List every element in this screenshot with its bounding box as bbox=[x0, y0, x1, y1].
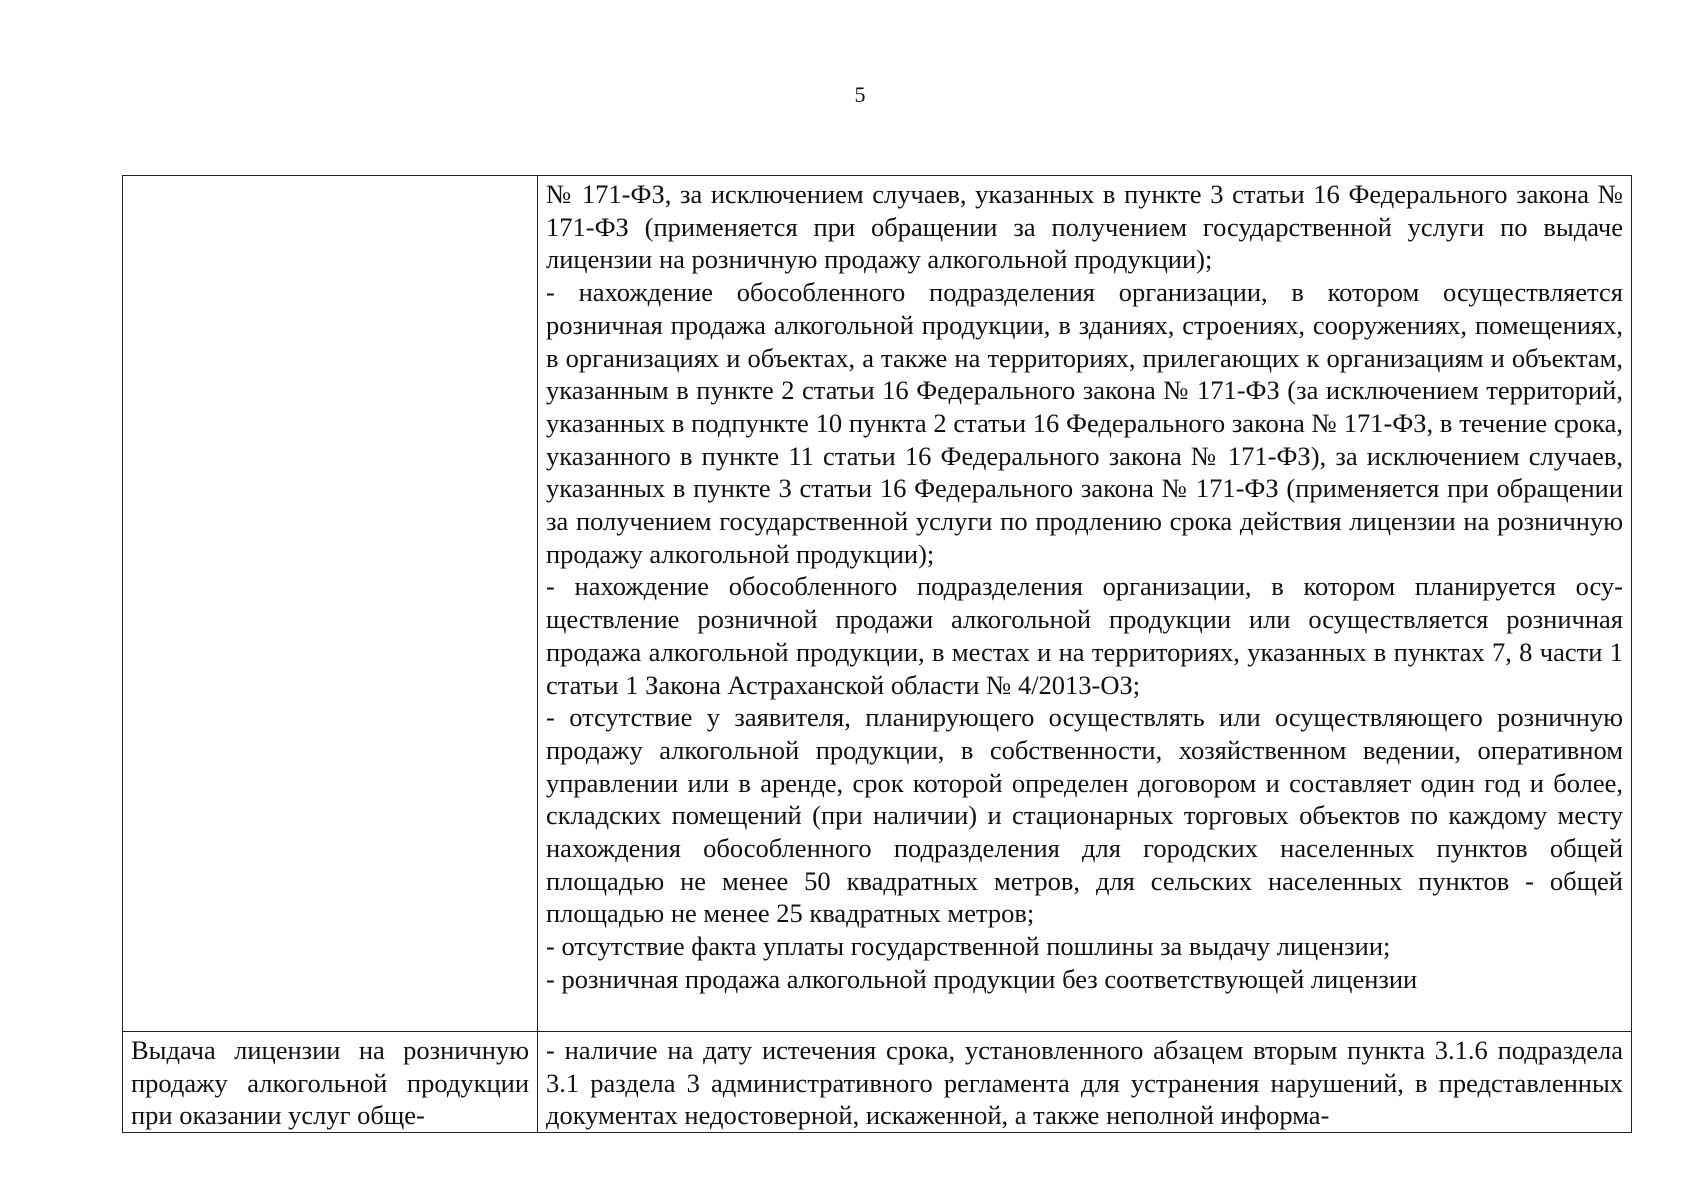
table-cell-service: Выдача лицензии на розничную продажу алкогольной продукции при оказании услуг обще- bbox=[123, 1032, 538, 1133]
paragraph: - нахождение обособленного подразделения организации, в котором осуществляется розничная продажа алкогольной продукции, в зданиях, строениях, сооружениях, помещениях, в организациях и объектах, а также на территориях, прилегающих к организациям и объектам, указанным в пункте 2 статьи 16 Федерального закона № 171-ФЗ (за исключением территорий, указанных в подпункте 10 пункта 2 статьи 16 Федерального закона № 171-ФЗ, в течение срока, указанного в пункте 11 статьи 16 Федерального закона № 171-ФЗ), за исключением случаев, указанных в пункте 3 статьи 16 Федерального закона № 171-ФЗ (применяется при обращении за получением государственной услуги по продлению срока действия лицензии на розничную продажу алкогольной продукции); bbox=[546, 277, 1623, 569]
paragraph: - нахождение обособленного подразделения организации, в котором планируется осуществление розничной продажи алкогольной продукции или осуществляется розничная продажа алкогольной продукции, в местах и на территориях, указанных в пунктах 7, 8 части 1 статьи 1 Закона Астраханской области № 4/2013-ОЗ; bbox=[546, 571, 1623, 700]
document-table bbox=[122, 175, 1632, 1133]
table-cell-service bbox=[123, 176, 538, 1032]
page-number: 5 bbox=[854, 82, 866, 107]
paragraph: - отсутствие у заявителя, планирующего осуществлять или осуществляющего розничную продажу алкогольной продукции, в собственности, хозяйственном ведении, оперативном управлении или в аренде, срок которой определен договором и составляет один год и более, складских помещений (при наличии) и стационарных торговых объектов по каждому месту нахождения обособленного подразделения для городских населенных пунктов общей площадью не менее 50 квадратных метров, для сельских населенных пунктов - общей площадью не менее 25 квадратных метров; bbox=[546, 702, 1623, 929]
paragraph: № 171-ФЗ, за исключением случаев, указанных в пункте 3 статьи 16 Федерального закона № 171-ФЗ (применяется при обращении за получением государственной услуги по выдаче лицензии на розничную продажу алкогольной продукции); bbox=[546, 179, 1623, 275]
paragraph: - розничная продажа алкогольной продукции без соответствующей лицензии bbox=[546, 963, 1418, 994]
paragraph: - отсутствие факта уплаты государственной пошлины за выдачу лицензии; bbox=[546, 931, 1391, 962]
table-cell-grounds bbox=[538, 176, 1632, 1032]
table-row bbox=[123, 1032, 1632, 1133]
paragraph: - наличие на дату истечения срока, установленного абзацем вторым пункта 3.1.6 подраздела 3.1 раздела 3 административного регламента для устранения нарушений, в представленных документах недостоверной, искаженной, а также неполной информа- bbox=[546, 1035, 1623, 1131]
table-row bbox=[123, 176, 1632, 1032]
table-cell-grounds bbox=[538, 1032, 1632, 1133]
